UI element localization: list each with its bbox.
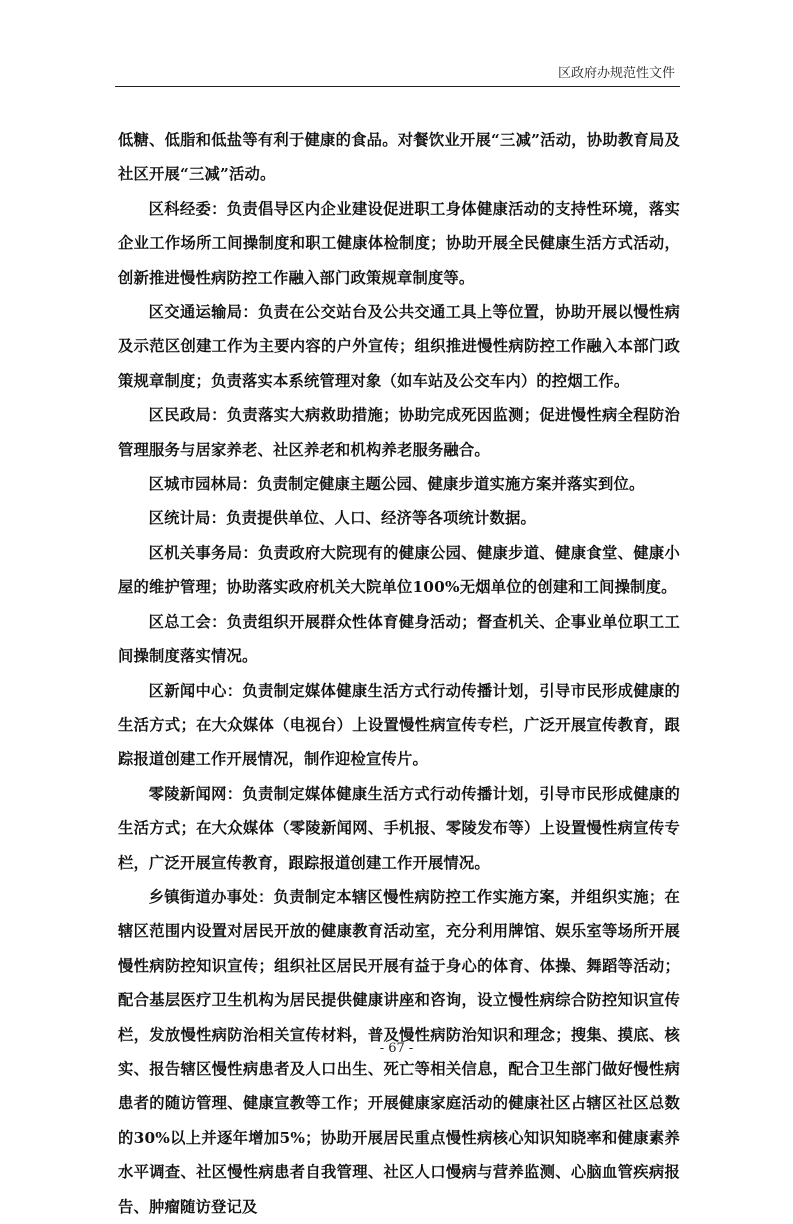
paragraph: 区交通运输局：负责在公交站台及公共交通工具上等位置，协助开展以慢性病及示范区创建工作为主要内容的户外宣传；组织推进慢性病防控工作融入本部门政策规章制度；负责落实本系统管理对象（如车站及公交车内）的控烟工作。 — [118, 303, 680, 390]
paragraph: 乡镇街道办事处：负责制定本辖区慢性病防控工作实施方案，并组织实施；在辖区范围内设置对居民开放的健康教育活动室，充分利用牌馆、娱乐室等场所开展慢性病防控知识宣传；组织社区居民开展有益于身心的体育、体操、舞蹈等活动；配合基层医疗卫生机构为居民提供健康讲座和咨询，设立慢性病综合防控知识宣传栏，发放慢性病防治相关宣传材料，普及慢性病防治知识和理念；搜集、摸底、核实、报告辖区慢性病患者及人口出生、死亡等相关信息，配合卫生部门做好慢性病患者的随访管理、健康宣教等工作；开展健康家庭活动的健康社区占辖区社区总数的30%以上并逐年增加5%；协助开展居民重点慢性病核心知识知晓率和健康素养水平调查、社区慢性病患者自我管理、社区人口慢病与营养监测、心脑血管疾病报告、肿瘤随访登记及 — [118, 887, 680, 1216]
paragraph: 区总工会：负责组织开展群众性体育健身活动；督查机关、企事业单位职工工间操制度落实情况。 — [118, 612, 680, 666]
paragraph: 区科经委：负责倡导区内企业建设促进职工身体健康活动的支持性环境，落实企业工作场所工间操制度和职工健康体检制度；协助开展全民健康生活方式活动，创新推进慢性病防控工作融入部门政策规章制度等。 — [118, 199, 680, 287]
body-text — [118, 123, 680, 1224]
running-header: 区政府办规范性文件 — [557, 66, 675, 81]
paragraph: 区城市园林局：负责制定健康主题公园、健康步道实施方案并落实到位。 — [148, 475, 645, 494]
paragraph: 区民政局：负责落实大病救助措施；协助完成死因监测；促进慢性病全程防治管理服务与居家养老、社区养老和机构养老服务融合。 — [118, 406, 680, 459]
page-number: - 67 - — [379, 1041, 414, 1056]
paragraph: 零陵新闻网：负责制定媒体健康生活方式行动传播计划，引导市民形成健康的生活方式；在大众媒体（零陵新闻网、手机报、零陵发布等）上设置慢性病宣传专栏，广泛开展宣传教育，跟踪报道创建工作开展情况。 — [118, 784, 680, 872]
paragraph: 低糖、低脂和低盐等有利于健康的食品。对餐饮业开展“三减”活动，协助教育局及社区开展“三减”活动。 — [118, 131, 680, 184]
paragraph: 区新闻中心：负责制定媒体健康生活方式行动传播计划，引导市民形成健康的生活方式；在大众媒体（电视台）上设置慢性病宣传专栏，广泛开展宣传教育，跟踪报道创建工作开展情况，制作迎检宣传片。 — [118, 681, 680, 769]
header-divider — [115, 86, 680, 87]
paragraph: 区机关事务局：负责政府大院现有的健康公园、健康步道、健康食堂、健康小屋的维护管理；协助落实政府机关大院单位100%无烟单位的创建和工间操制度。 — [118, 543, 680, 597]
paragraph: 区统计局：负责提供单位、人口、经济等各项统计数据。 — [148, 509, 537, 528]
